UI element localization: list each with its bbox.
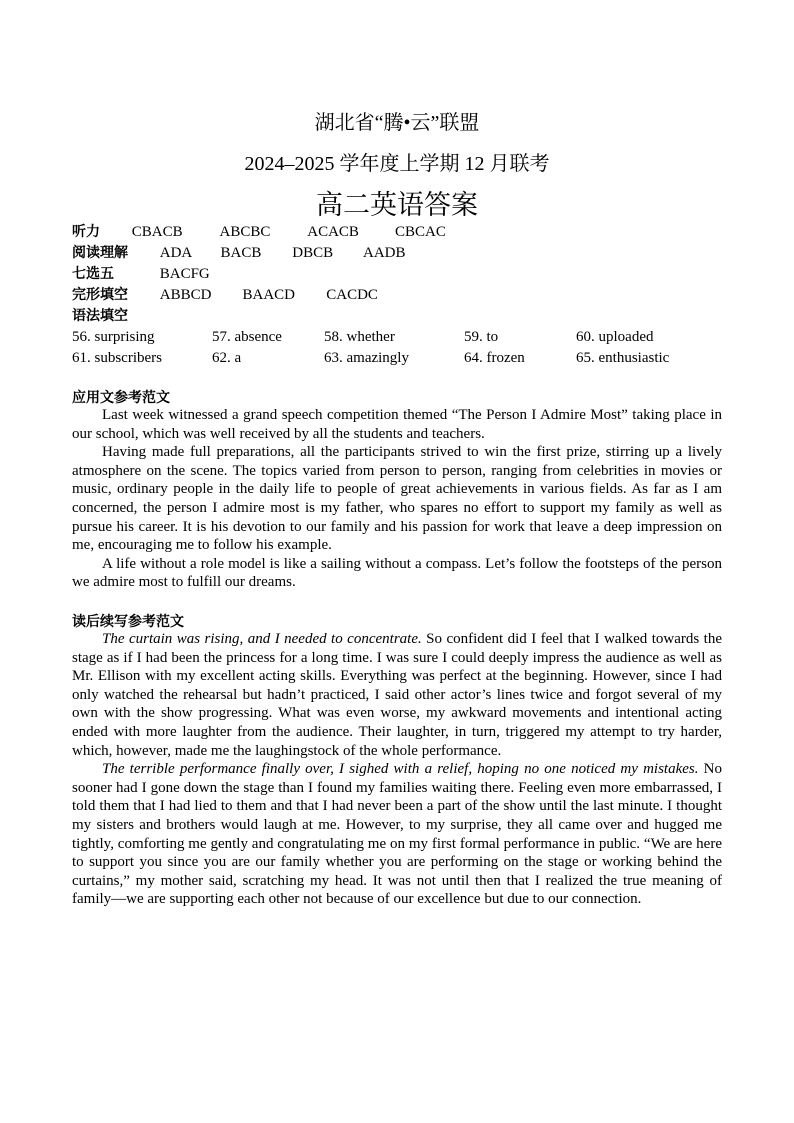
answer-group: DBCB: [292, 245, 334, 261]
answer-group: AADB: [363, 245, 406, 261]
listening-label: 听力: [72, 224, 100, 240]
essay-paragraph: [72, 760, 722, 909]
essay-paragraph: A life without a role model is like a sailing without a compass. Let’s follow the footsteps of the person we admire most to fulfill our dreams.: [72, 555, 722, 591]
grammar-section: [72, 306, 128, 326]
grammar-answer: 64. frozen: [464, 350, 525, 366]
answer-group: CBCAC: [395, 224, 446, 240]
continuation-writing-heading: 读后续写参考范文: [72, 614, 184, 630]
answer-group: ABCBC: [219, 224, 271, 240]
grammar-answer: 57. absence: [212, 329, 282, 345]
paragraph-body: So confident did I feel that I walked towards the stage as if I had been the princess for a long time. I was sure I could deeply impress the audience as well as Mr. Ellison with my excellent acting skills. Everything was perfect at the beginning. However, since I had only watched the rehearsal but hadn’t practiced, I said other actor’s lines twice and forgot several of my own with the show progressing. What was even worse, my awkward movements and intentional acting ended with more laughter from the audience. Their laughter, in turn, triggered my attempt to try harder, which, however, made me the laughingstock of the whole performance.: [72, 631, 722, 759]
essay-paragraph: Having made full preparations, all the participants strived to win the first prize, stirring up a lively atmosphere on the scene. The topics varied from person to person, ranging from celebrities in movies or music, ordinary people in the daily life to people of great achievements in various fields. As far as I am concerned, the person I admire most is my father, who spares no effort to support my family as well as pursue his career. It is his devotion to our family and his passion for work that leave a deep impression on me, encouraging me to follow his example.: [72, 444, 722, 554]
essay-paragraph: Last week witnessed a grand speech competition themed “The Person I Admire Most” taking place in our school, which was well received by all the students and teachers.: [72, 407, 722, 442]
grammar-answer: 58. whether: [324, 329, 395, 345]
practical-writing-essay: [72, 406, 722, 592]
seven-choose-five-label: 七选五: [72, 266, 114, 282]
paragraph-opening-sentence: The terrible performance finally over, I sighed with a relief, hoping no one noticed my mistakes.: [102, 761, 699, 778]
essay-paragraph: [72, 630, 722, 760]
grammar-label: 语法填空: [72, 308, 128, 324]
answer-group: ACACB: [307, 224, 359, 240]
continuation-writing-essay: [72, 630, 722, 909]
listening-answers: [72, 222, 446, 242]
reading-answers: [72, 243, 406, 263]
grammar-answer: 65. enthusiastic: [576, 350, 670, 366]
reading-label: 阅读理解: [72, 245, 128, 261]
grammar-answer: 63. amazingly: [324, 350, 409, 366]
exam-title: 2024–2025 学年度上学期 12 月联考: [244, 153, 550, 175]
answer-group: BAACD: [242, 287, 296, 303]
page-title: 高二英语答案: [316, 190, 478, 220]
grammar-answer: 62. a: [212, 350, 242, 366]
paragraph-opening-sentence: The curtain was rising, and I needed to concentrate.: [102, 631, 422, 647]
grammar-row-1: [72, 327, 722, 347]
grammar-answer: 56. surprising: [72, 329, 155, 345]
practical-writing-heading: 应用文参考范文: [72, 390, 170, 406]
alliance-title: 湖北省“腾•云”联盟: [314, 112, 480, 134]
grammar-answer: 60. uploaded: [576, 329, 654, 345]
paragraph-body: No sooner had I gone down the stage than I found my families waiting there. Feeling even more embarrassed, I told them that I had lied to them and that I had never been a part of the show until the last minute. I thought my sisters and brothers would laugh at me. However, to my surprise, they all came over and hugged me tightly, comforting me gently and congratulating me on my first formal performance in public. “We are here to support you since you are our family whether you are performing on the stage or working behind the curtains,” my mother said, scratching my head. It was not until then that I realized the true meaning of family—we are supporting each other not because of our excellence but due to our connection.: [72, 761, 722, 908]
answer-group: BACB: [220, 245, 262, 261]
seven-choose-five-answers: [72, 264, 210, 284]
grammar-answer: 59. to: [464, 329, 499, 345]
answer-group: CBACB: [131, 224, 183, 240]
cloze-label: 完形填空: [72, 287, 128, 303]
answer-group: ABBCD: [159, 287, 212, 303]
answer-group: CACDC: [326, 287, 378, 303]
cloze-answers: [72, 285, 378, 305]
answer-group: BACFG: [159, 266, 210, 282]
grammar-row-2: [72, 348, 722, 368]
grammar-answer: 61. subscribers: [72, 350, 162, 366]
answer-group: ADA: [159, 245, 193, 261]
